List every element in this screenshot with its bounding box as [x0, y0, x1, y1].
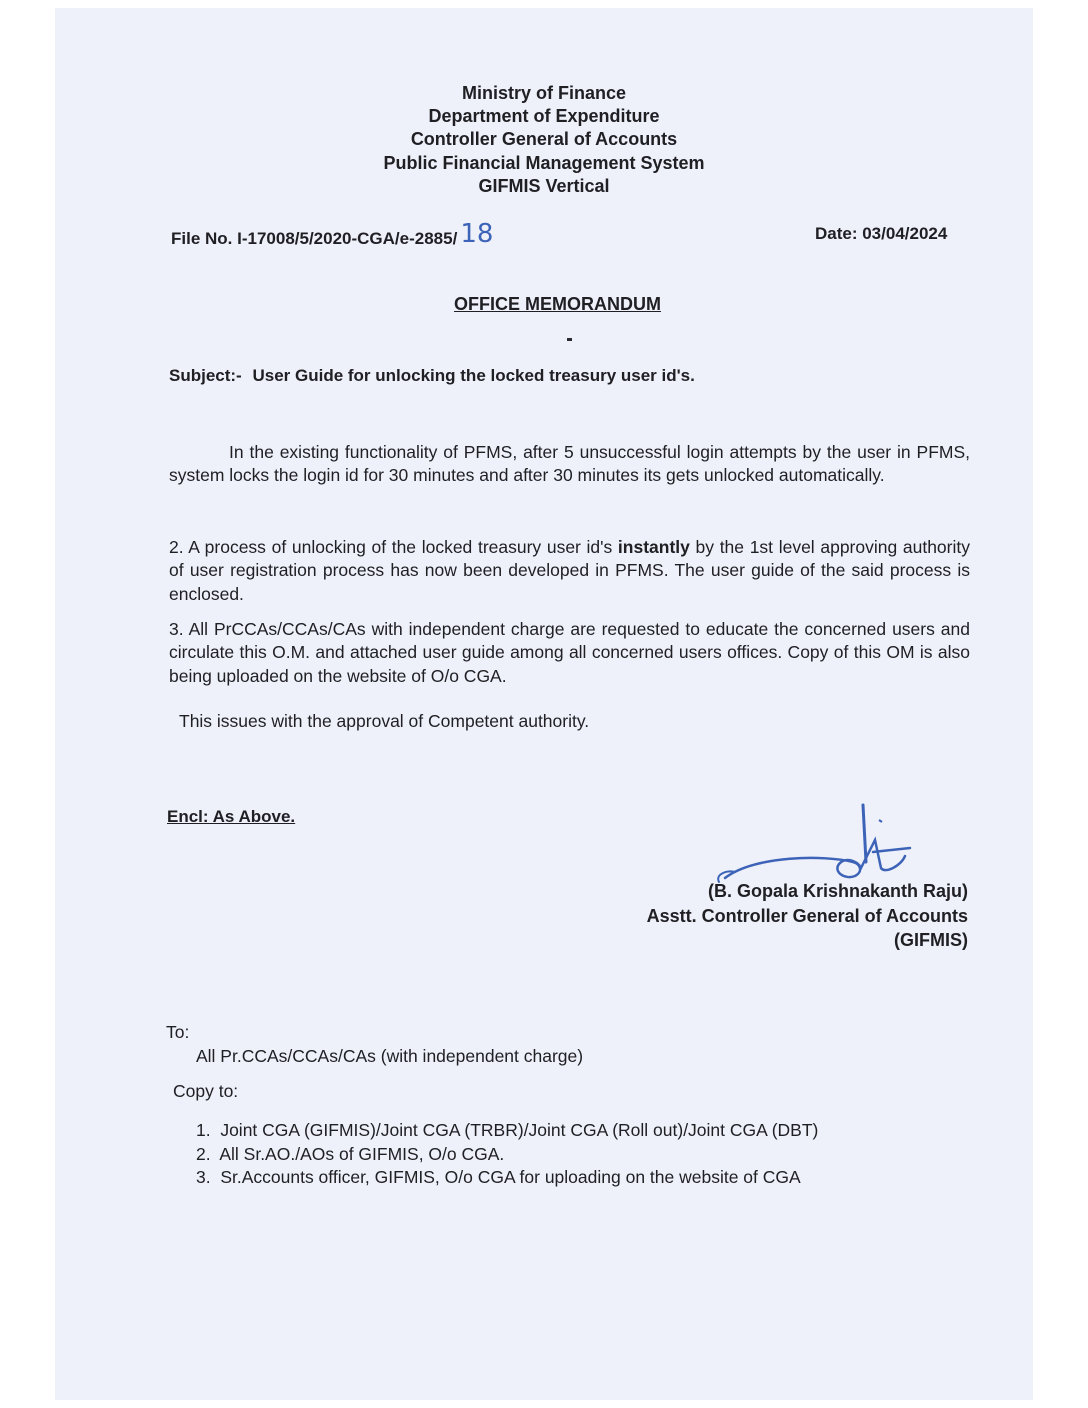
- file-number-text: File No. I-17008/5/2020-CGA/e-2885/: [171, 229, 458, 248]
- copy-label: Copy to:: [173, 1081, 239, 1101]
- letterhead: [0, 82, 1088, 198]
- copy-list: [196, 1119, 818, 1190]
- list-item: 2. All Sr.AO./AOs of GIFMIS, O/o CGA.: [196, 1143, 505, 1164]
- stray-mark: [567, 338, 572, 341]
- para2-after: by the 1st level approving authority of user registration process has now been developed in PFMS. The user guide of the said process is enclosed.: [169, 537, 970, 604]
- gifmis-line: GIFMIS Vertical: [478, 175, 610, 196]
- para2-bold: instantly: [617, 537, 690, 557]
- department-line: Department of Expenditure: [428, 106, 660, 127]
- to-recipient: All Pr.CCAs/CCAs/CAs (with independent charge): [196, 1046, 584, 1066]
- document-page: [55, 8, 1033, 1400]
- paragraph-2: [169, 536, 970, 606]
- subject-label: Subject:-: [169, 366, 242, 385]
- ministry-line: Ministry of Finance: [461, 83, 627, 103]
- signatory-unit: (GIFMIS): [894, 930, 968, 950]
- to-label: To:: [166, 1022, 190, 1042]
- para2-before: 2. A process of unlocking of the locked treasury user id's: [169, 537, 618, 557]
- signatory-designation: Asstt. Controller General of Accounts: [646, 905, 968, 926]
- paragraph-1: In the existing functionality of PFMS, after 5 unsuccessful login attempts by the user in PFMS, system locks the login id for 30 minutes and after 30 minutes its gets unlocked automatically.: [169, 442, 970, 486]
- approval-note: This issues with the approval of Competent authority.: [179, 711, 590, 731]
- page-title: OFFICE MEMORANDUM: [454, 294, 661, 314]
- date: Date: 03/04/2024: [815, 224, 948, 243]
- paragraph-3: 3. All PrCCAs/CCAs/CAs with independent charge are requested to educate the concerned users and circulate this O.M. and attached user guide among all concerned users offices. Copy of this OM is also being uploaded on the website of O/o CGA.: [169, 619, 970, 686]
- enclosure: Encl: As Above.: [167, 807, 296, 826]
- signatory-name: (B. Gopala Krishnakanth Raju): [707, 881, 968, 901]
- subject: [169, 366, 695, 386]
- file-number: [171, 221, 493, 251]
- pfms-line: Public Financial Management System: [383, 152, 705, 173]
- list-item: 3. Sr.Accounts officer, GIFMIS, O/o CGA for uploading on the website of CGA: [196, 1167, 801, 1187]
- signatory-block: [647, 879, 968, 953]
- list-item: 1. Joint CGA (GIFMIS)/Joint CGA (TRBR)/Joint CGA (Roll out)/Joint CGA (DBT): [196, 1120, 819, 1140]
- cga-line: Controller General of Accounts: [410, 129, 678, 150]
- subject-text: User Guide for unlocking the locked treasury user id's.: [252, 366, 695, 385]
- signature: [705, 800, 920, 890]
- handwritten-number: 18: [460, 219, 494, 249]
